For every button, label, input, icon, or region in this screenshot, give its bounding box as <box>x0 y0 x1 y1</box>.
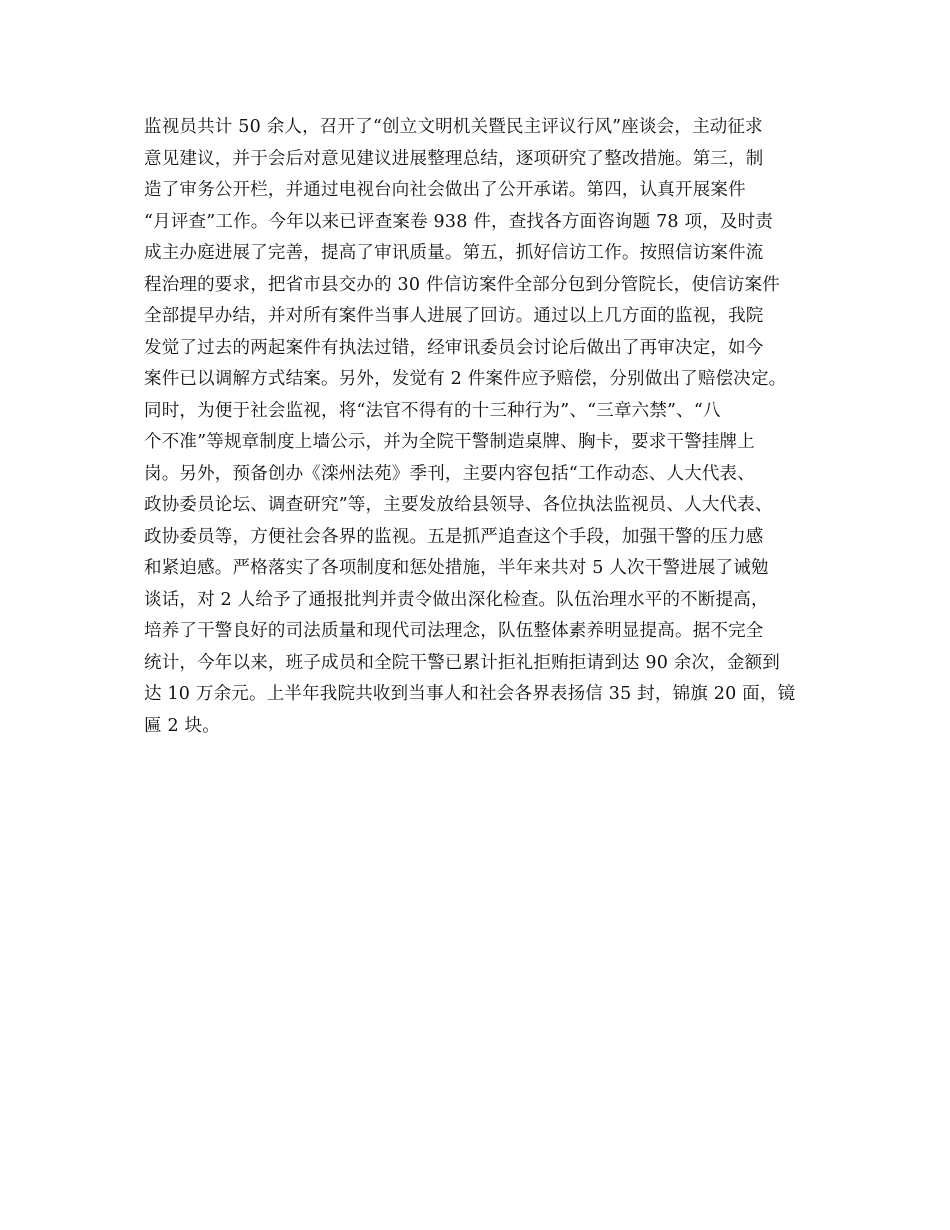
text-line: 培养了干警良好的司法质量和现代司法理念，队伍整体素养明显提高。据不完全 <box>144 621 764 641</box>
text-line: 全部提早办结，并对所有案件当事人进展了回访。通过以上几方面的监视，我院 <box>144 306 764 326</box>
text-line: 达 10 万余元。上半年我院共收到当事人和社会各界表扬信 35 封，锦旗 20 面，镜 <box>144 684 796 704</box>
text-line: “月评查”工作。今年以来已评查案卷 938 件，查找各方面咨询题 78 项，及时责 <box>144 211 774 232</box>
text-line: 发觉了过去的两起案件有执法过错，经审讯委员会讨论后做出了再审决定，如今 <box>144 337 764 358</box>
text-line: 同时，为便于社会监视，将“法官不得有的十三种行为”、“三章六禁”、“八 <box>144 400 721 421</box>
text-line: 程治理的要求，把省市县交办的 30 件信访案件全部分包到分管院长，使信访案件 <box>144 274 780 295</box>
text-line: 谈话，对 2 人给予了通报批判并责令做出深化检查。队伍治理水平的不断提高， <box>144 589 769 610</box>
text-line: 监视员共计 50 余人，召开了“创立文明机关暨民主评议行风”座谈会，主动征求 <box>144 117 763 137</box>
text-line: 匾 2 块。 <box>144 715 220 736</box>
text-line: 岗。另外，预备创办《滦州法苑》季刊，主要内容包括“工作动态、人大代表、 <box>144 463 755 484</box>
text-line: 统计，今年以来，班子成员和全院干警已累计拒礼拒贿拒请到达 90 余次，金额到 <box>144 652 780 673</box>
text-line: 成主办庭进展了完善，提高了审讯质量。第五，抓好信访工作。按照信访案件流 <box>144 243 764 263</box>
text-line: 和紧迫感。严格落实了各项制度和惩处措施，半年来共对 5 人次干警进展了诫勉 <box>144 558 769 578</box>
text-line: 个不准”等规章制度上墙公示，并为全院干警制造桌牌、胸卡，要求干警挂牌上 <box>144 432 755 452</box>
text-line: 意见建议，并于会后对意见建议进展整理总结，逐项研究了整改措施。第三，制 <box>144 148 764 169</box>
text-line: 案件已以调解方式结案。另外，发觉有 2 件案件应予赔偿，分别做出了赔偿决定。 <box>144 369 787 389</box>
text-line: 政协委员论坛、调查研究”等，主要发放给县领导、各位执法监视员、人大代表、 <box>144 495 773 515</box>
text-line: 政协委员等，方便社会各界的监视。五是抓严追查这个手段，加强干警的压力感 <box>144 526 764 547</box>
text-line: 造了审务公开栏，并通过电视台向社会做出了公开承诺。第四，认真开展案件 <box>144 180 746 200</box>
body-paragraph <box>144 112 824 742</box>
